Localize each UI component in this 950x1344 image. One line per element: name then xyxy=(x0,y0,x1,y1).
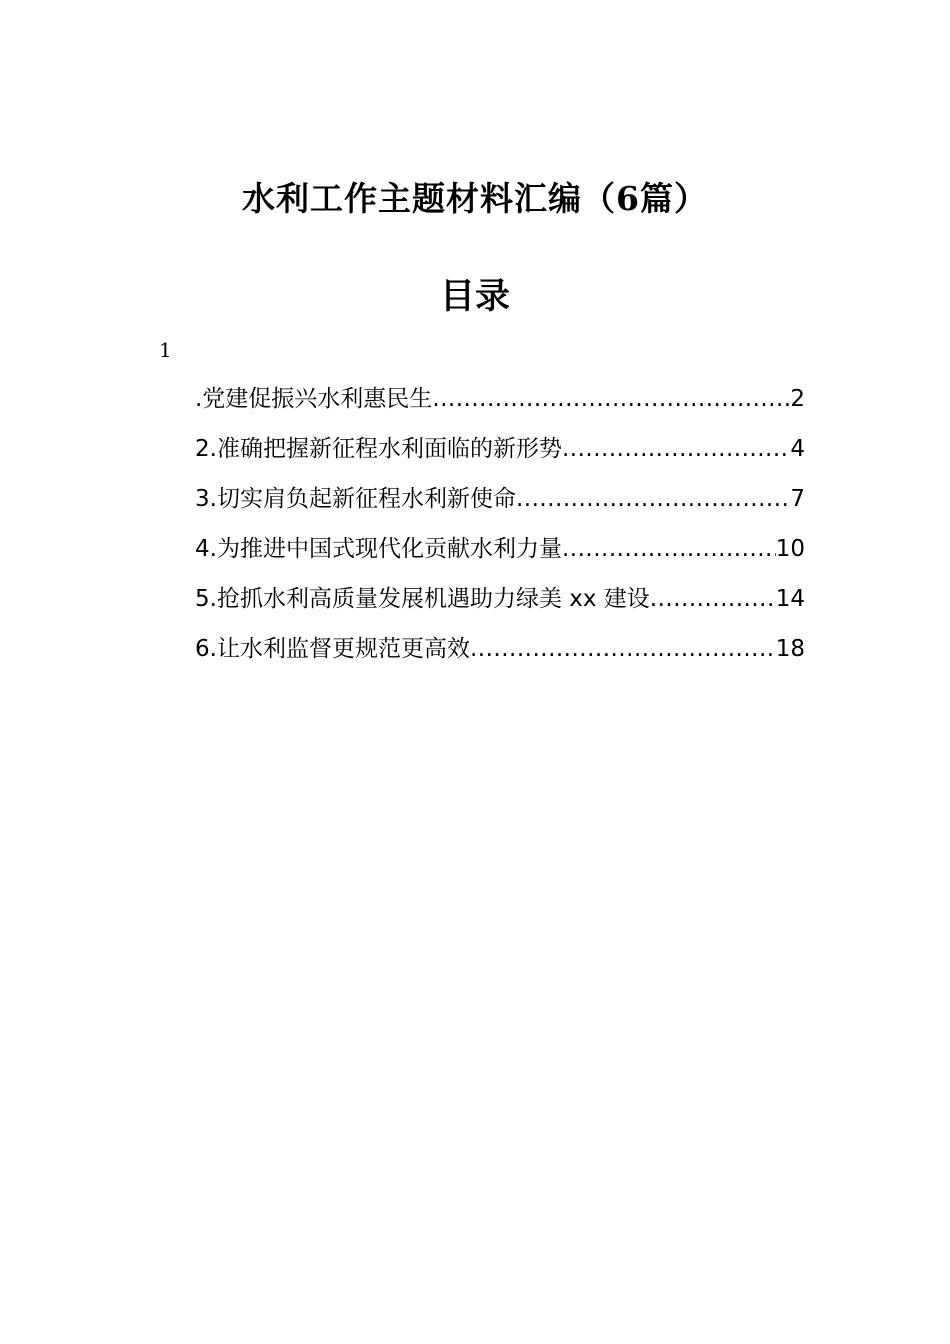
toc-entry-title: 5.抢抓水利高质量发展机遇助力绿美 xx 建设 xyxy=(195,586,650,612)
toc-entry-page: 14 xyxy=(775,586,805,612)
toc-entry[interactable] xyxy=(195,374,805,424)
toc-entry-title: 2.准确把握新征程水利面临的新形势 xyxy=(195,436,562,462)
toc-entry-page: 4 xyxy=(790,436,805,462)
toc-dot-leader xyxy=(562,524,776,574)
toc-dot-leader xyxy=(432,374,790,424)
toc-entry[interactable] xyxy=(195,524,805,574)
toc-entry-title: .党建促振兴水利惠民生 xyxy=(195,386,433,412)
table-of-contents xyxy=(195,374,805,674)
toc-entry-page: 10 xyxy=(775,536,805,562)
toc-entry-page: 18 xyxy=(775,636,805,662)
toc-entry-page: 7 xyxy=(790,486,805,512)
toc-dot-leader xyxy=(470,624,776,674)
toc-dot-leader xyxy=(562,424,790,474)
toc-entry-page: 2 xyxy=(790,386,805,412)
toc-heading: 目录 xyxy=(439,276,510,317)
toc-dot-leader xyxy=(650,574,776,624)
toc-entry[interactable] xyxy=(195,474,805,524)
toc-entry-title: 6.让水利监督更规范更高效 xyxy=(195,636,470,662)
toc-entry[interactable] xyxy=(195,424,805,474)
stray-number: 1 xyxy=(159,338,172,362)
toc-entry-title: 3.切实肩负起新征程水利新使命 xyxy=(195,486,516,512)
toc-entry[interactable] xyxy=(195,574,805,624)
toc-dot-leader xyxy=(516,474,790,524)
toc-entry-title: 4.为推进中国式现代化贡献水利力量 xyxy=(195,536,562,562)
document-title: 水利工作主题材料汇编（6篇） xyxy=(242,179,708,218)
toc-entry[interactable] xyxy=(195,624,805,674)
